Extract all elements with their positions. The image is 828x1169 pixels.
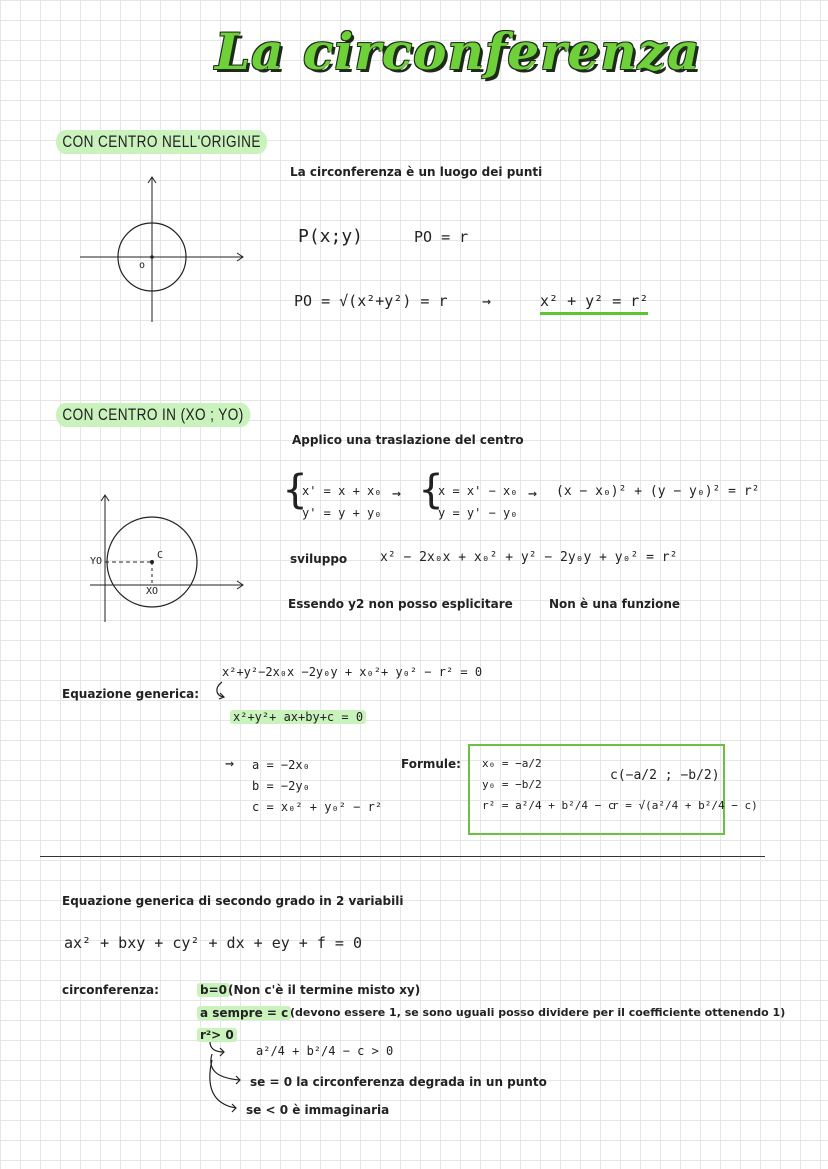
distance-po: PO = r <box>414 228 469 246</box>
center-label: C <box>157 550 164 561</box>
coeff-b: b = −2y₀ <box>252 779 310 793</box>
generic-equation: x²+y²+ ax+by+c = 0 <box>230 710 366 724</box>
coeff-a: a = −2x₀ <box>252 758 310 772</box>
x0-label: XO <box>146 586 159 597</box>
point-p: P(x;y) <box>298 226 364 247</box>
develop-label: sviluppo <box>290 552 348 566</box>
section2-intro: Applico una traslazione del centro <box>292 433 524 447</box>
formula-center: c(−a/2 ; −b/2) <box>610 768 720 783</box>
generic-equation-label: Equazione generica: <box>62 687 200 701</box>
circonferenza-label: circonferenza: <box>62 983 159 997</box>
branch-arrows-icon <box>206 1040 251 1115</box>
circle-origin-equation: x² + y² = r² <box>540 292 648 315</box>
origin-label: o <box>139 260 146 271</box>
section4-intro: Equazione generica di secondo grado in 2 variabili <box>62 894 404 908</box>
developed-equation: x² − 2x₀x + x₀² + y² − 2y₀y + y₀² = r² <box>380 550 678 565</box>
system1-line1: x' = x + x₀ <box>302 484 382 498</box>
curved-arrow-icon <box>212 680 232 700</box>
condition-b-note: (Non c'è il termine misto xy) <box>228 983 421 997</box>
circle-translated-diagram <box>90 490 255 625</box>
system2-line1: x = x' − x₀ <box>438 484 518 498</box>
translated-equation: (x − x₀)² + (y − y₀)² = r² <box>556 484 760 499</box>
note-explicit: Essendo y2 non posso esplicitare <box>288 597 513 611</box>
formula-r2: r² = a²/4 + b²/4 − c <box>482 799 615 812</box>
system2-line2: y = y' − y₀ <box>438 506 518 520</box>
brace-icon: { <box>283 467 308 513</box>
condition-b: b=0 <box>197 983 230 997</box>
circle-origin-diagram <box>80 175 250 325</box>
coeff-c: c = x₀² + y₀² − r² <box>252 800 383 814</box>
section-heading-center: CON CENTRO IN (XO ; YO) <box>56 403 250 427</box>
arrow-icon: → <box>482 292 492 310</box>
section-heading-origin: CON CENTRO NELL'ORIGINE <box>56 130 267 154</box>
formula-y0: y₀ = −b/2 <box>482 778 542 791</box>
formula-radius: r = √(a²/4 + b²/4 − c) <box>612 799 758 812</box>
condition-r2-expression: a²/4 + b²/4 − c > 0 <box>256 1044 394 1058</box>
section-divider <box>40 856 765 857</box>
distance-formula: PO = √(x²+y²) = r <box>294 292 448 310</box>
formula-x0: x₀ = −a/2 <box>482 757 542 770</box>
y0-label: YO <box>90 556 103 567</box>
section1-intro: La circonferenza è un luogo dei punti <box>290 165 543 179</box>
brace-icon: { <box>419 467 444 513</box>
condition-a-c-note: (devono essere 1, se sono uguali posso dividere per il coefficiente ottenendo 1) <box>290 1006 786 1019</box>
formule-label: Formule: <box>401 757 461 771</box>
arrow-icon: → <box>225 754 235 772</box>
condition-a-c: a sempre = c <box>197 1006 291 1020</box>
condition-zero: se = 0 la circonferenza degrada in un punto <box>250 1075 547 1089</box>
arrow-icon: → <box>392 484 402 502</box>
note-function: Non è una funzione <box>549 597 681 611</box>
second-degree-equation: ax² + bxy + cy² + dx + ey + f = 0 <box>64 934 363 952</box>
system1-line2: y' = y + y₀ <box>302 506 382 520</box>
condition-r2: r²> 0 <box>197 1028 237 1042</box>
expanded-equation: x²+y²−2x₀x −2y₀y + x₀²+ y₀² − r² = 0 <box>222 665 483 679</box>
condition-negative: se < 0 è immaginaria <box>246 1103 390 1117</box>
arrow-icon: → <box>528 484 538 502</box>
page-title: La circonferenza <box>215 22 701 81</box>
